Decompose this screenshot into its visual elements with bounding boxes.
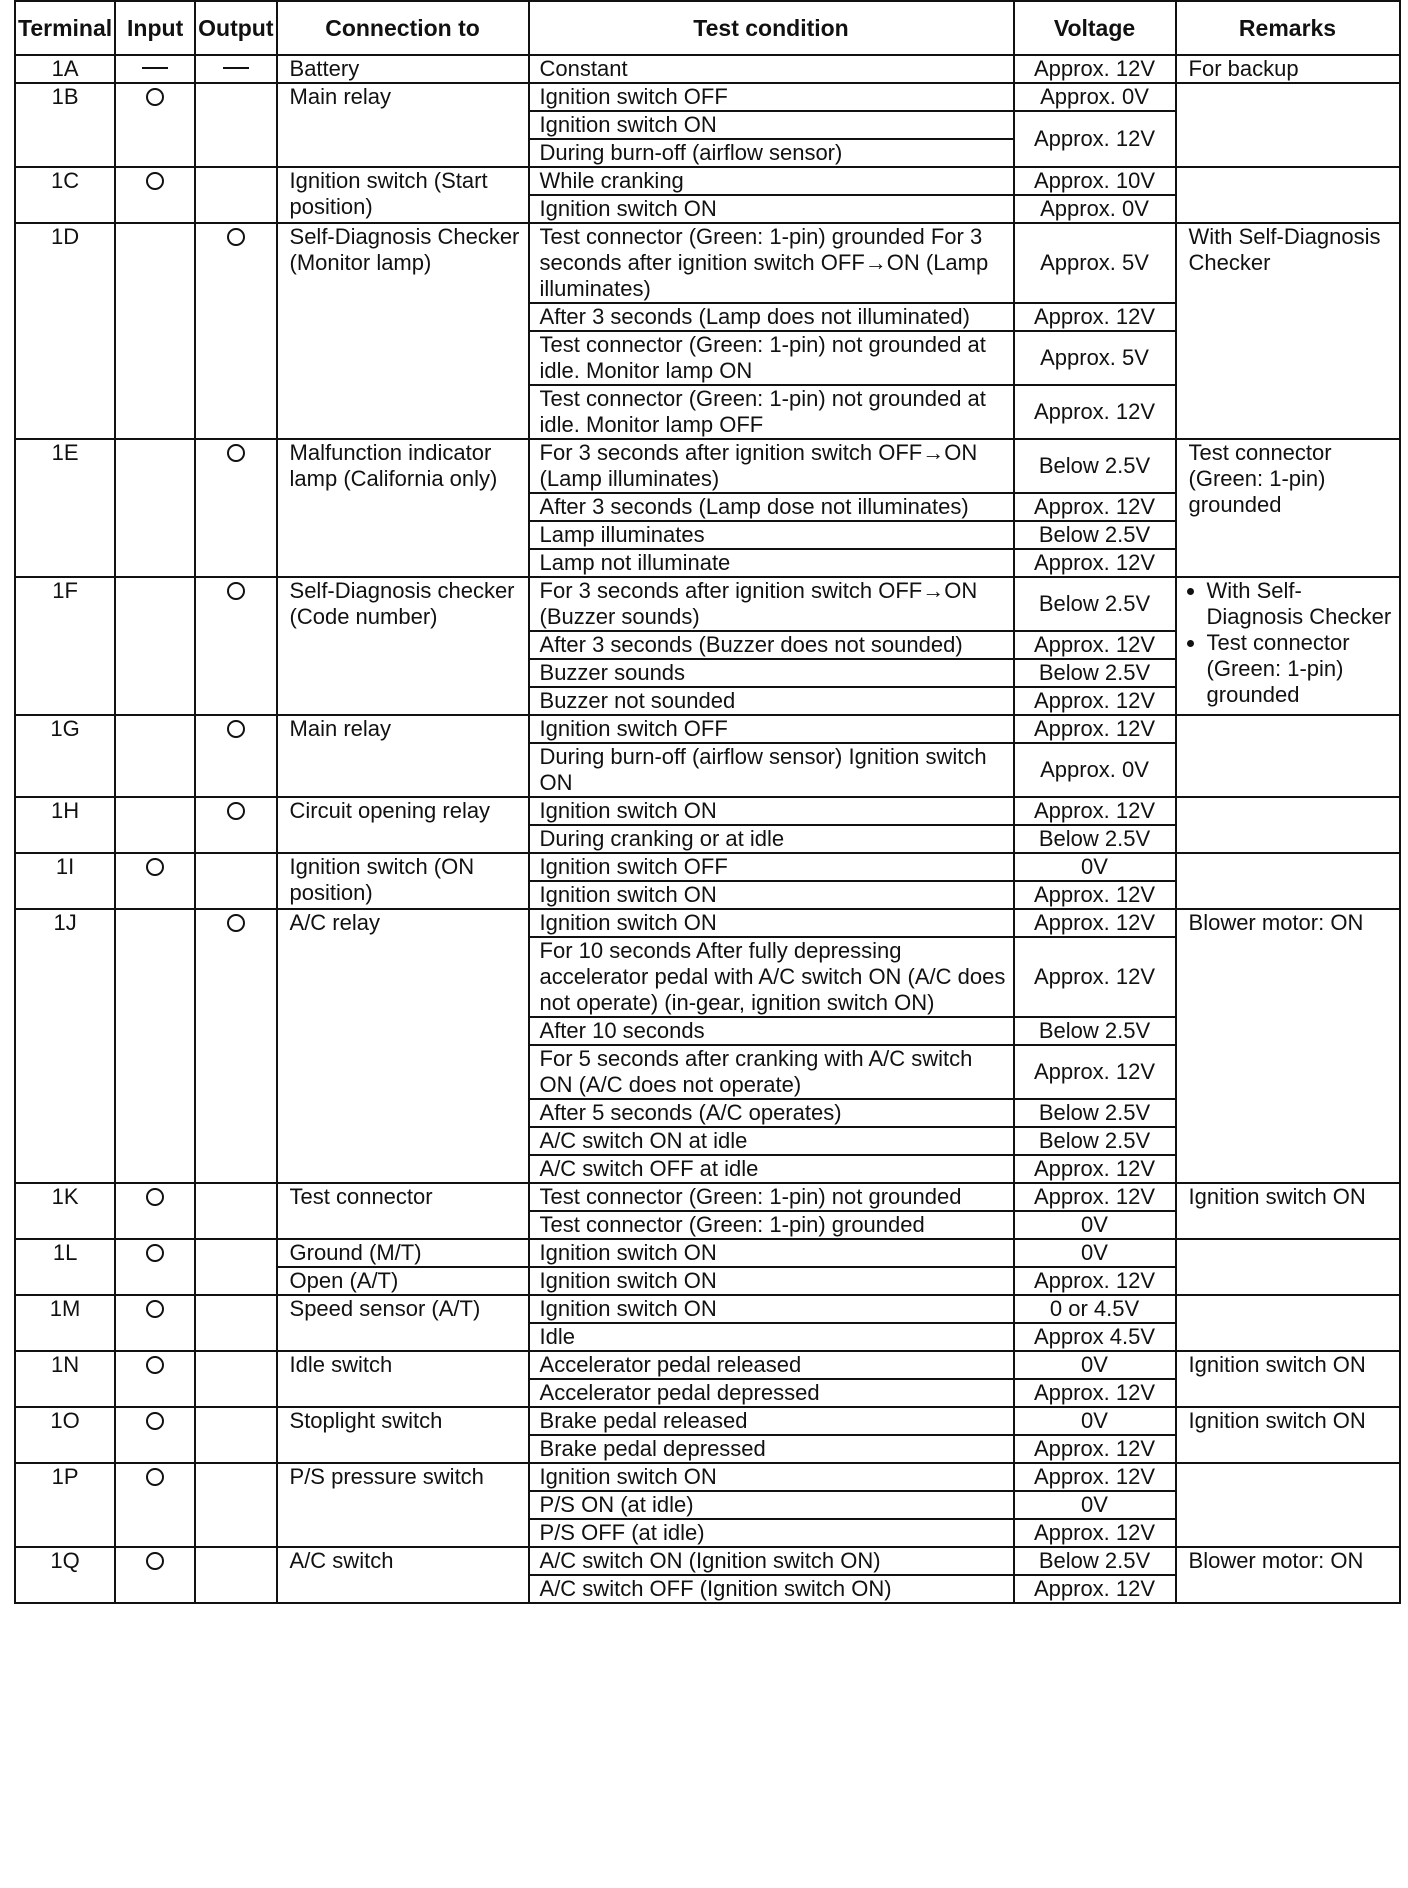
voltage-cell: Approx. 12V <box>1014 55 1176 83</box>
table-row <box>15 223 1400 303</box>
test-condition-cell: Test connector (Green: 1-pin) not grounded at idle. Monitor lamp OFF <box>529 385 1014 439</box>
test-condition-cell: Accelerator pedal released <box>529 1351 1014 1379</box>
header-connection: Connection to <box>277 1 529 55</box>
voltage-cell: Approx. 12V <box>1014 1575 1176 1603</box>
test-condition-cell: Lamp illuminates <box>529 521 1014 549</box>
table-row <box>15 55 1400 83</box>
terminal-cell: 1K <box>15 1183 115 1239</box>
connection-cell: Open (A/T) <box>277 1267 529 1295</box>
voltage-cell: Approx. 12V <box>1014 909 1176 937</box>
voltage-cell: Below 2.5V <box>1014 439 1176 493</box>
connection-cell: Malfunction indicator lamp (California only) <box>277 439 529 577</box>
output-cell <box>195 797 276 853</box>
remarks-cell: Blower motor: ON <box>1176 909 1400 1183</box>
test-condition-cell: Test connector (Green: 1-pin) grounded <box>529 1211 1014 1239</box>
terminal-cell: 1D <box>15 223 115 439</box>
remarks-cell <box>1176 577 1400 715</box>
table-row <box>15 439 1400 493</box>
test-condition-cell: Ignition switch ON <box>529 111 1014 139</box>
output-cell <box>195 439 276 577</box>
test-condition-cell: While cranking <box>529 167 1014 195</box>
voltage-cell: 0V <box>1014 1211 1176 1239</box>
remarks-cell: Ignition switch ON <box>1176 1407 1400 1463</box>
circle-mark-icon <box>227 720 245 738</box>
circle-mark-icon <box>146 1300 164 1318</box>
voltage-cell: Approx. 12V <box>1014 1045 1176 1099</box>
remarks-cell: Blower motor: ON <box>1176 1547 1400 1603</box>
circle-mark-icon <box>227 444 245 462</box>
table-row <box>15 1239 1400 1267</box>
table-row <box>15 1547 1400 1575</box>
output-cell <box>195 167 276 223</box>
remarks-list <box>1189 578 1393 708</box>
voltage-cell: Approx. 5V <box>1014 223 1176 303</box>
output-cell <box>195 223 276 439</box>
circle-mark-icon <box>146 172 164 190</box>
terminal-cell: 1N <box>15 1351 115 1407</box>
output-cell <box>195 55 276 83</box>
test-condition-cell: Ignition switch ON <box>529 195 1014 223</box>
connection-cell: Ignition switch (ON position) <box>277 853 529 909</box>
circle-mark-icon <box>146 88 164 106</box>
test-condition-cell: After 3 seconds (Lamp dose not illuminates) <box>529 493 1014 521</box>
test-condition-cell: Test connector (Green: 1-pin) not grounded <box>529 1183 1014 1211</box>
terminal-cell: 1A <box>15 55 115 83</box>
test-condition-cell: Ignition switch ON <box>529 881 1014 909</box>
input-cell <box>115 1239 195 1295</box>
voltage-cell: Approx. 12V <box>1014 111 1176 167</box>
header-output: Output <box>195 1 276 55</box>
test-condition-cell: During cranking or at idle <box>529 825 1014 853</box>
connection-cell: Circuit opening relay <box>277 797 529 853</box>
output-cell <box>195 1407 276 1463</box>
input-cell <box>115 909 195 1183</box>
circle-mark-icon <box>146 1188 164 1206</box>
test-condition-cell: Ignition switch ON <box>529 1295 1014 1323</box>
test-condition-cell: Constant <box>529 55 1014 83</box>
test-condition-cell: Test connector (Green: 1-pin) grounded For 3 seconds after ignition switch OFF→ON (Lamp illuminates) <box>529 223 1014 303</box>
table-row <box>15 1463 1400 1491</box>
header-terminal: Terminal <box>15 1 115 55</box>
voltage-cell: Approx. 12V <box>1014 797 1176 825</box>
voltage-cell: Approx. 12V <box>1014 937 1176 1017</box>
input-cell <box>115 1183 195 1239</box>
dash-mark-icon <box>223 67 249 69</box>
connection-cell: Speed sensor (A/T) <box>277 1295 529 1351</box>
connection-cell: Battery <box>277 55 529 83</box>
voltage-cell: Approx. 12V <box>1014 715 1176 743</box>
table-row <box>15 1183 1400 1211</box>
terminal-cell: 1F <box>15 577 115 715</box>
test-condition-cell: Brake pedal released <box>529 1407 1014 1435</box>
test-condition-cell: For 5 seconds after cranking with A/C switch ON (A/C does not operate) <box>529 1045 1014 1099</box>
table-row <box>15 909 1400 937</box>
header-voltage: Voltage <box>1014 1 1176 55</box>
output-cell <box>195 909 276 1183</box>
test-condition-cell: P/S ON (at idle) <box>529 1491 1014 1519</box>
voltage-cell: 0V <box>1014 1407 1176 1435</box>
voltage-cell: Approx. 12V <box>1014 1267 1176 1295</box>
voltage-cell: Approx. 12V <box>1014 493 1176 521</box>
test-condition-cell: Ignition switch ON <box>529 909 1014 937</box>
test-condition-cell: Ignition switch ON <box>529 1239 1014 1267</box>
circle-mark-icon <box>146 858 164 876</box>
terminal-cell: 1O <box>15 1407 115 1463</box>
voltage-cell: Approx. 10V <box>1014 167 1176 195</box>
voltage-cell: Below 2.5V <box>1014 521 1176 549</box>
input-cell <box>115 853 195 909</box>
connection-cell: Self-Diagnosis Checker (Monitor lamp) <box>277 223 529 439</box>
input-cell <box>115 1295 195 1351</box>
input-cell <box>115 223 195 439</box>
circle-mark-icon <box>146 1244 164 1262</box>
input-cell <box>115 1407 195 1463</box>
remarks-cell: Test connector (Green: 1-pin) grounded <box>1176 439 1400 577</box>
voltage-cell: Below 2.5V <box>1014 1099 1176 1127</box>
header-test-condition: Test condition <box>529 1 1014 55</box>
voltage-cell: 0V <box>1014 853 1176 881</box>
voltage-cell: Approx. 12V <box>1014 1155 1176 1183</box>
test-condition-cell: A/C switch OFF at idle <box>529 1155 1014 1183</box>
remarks-cell <box>1176 1295 1400 1351</box>
voltage-cell: Approx. 0V <box>1014 195 1176 223</box>
circle-mark-icon <box>146 1468 164 1486</box>
output-cell <box>195 1351 276 1407</box>
test-condition-cell: After 3 seconds (Buzzer does not sounded) <box>529 631 1014 659</box>
test-condition-cell: Accelerator pedal depressed <box>529 1379 1014 1407</box>
connection-cell: A/C relay <box>277 909 529 1183</box>
voltage-cell: Approx. 12V <box>1014 1379 1176 1407</box>
input-cell <box>115 797 195 853</box>
header-row <box>15 1 1400 55</box>
test-condition-cell: A/C switch ON at idle <box>529 1127 1014 1155</box>
remarks-list-item: • Test connector (Green: 1-pin) grounded <box>1207 630 1393 708</box>
input-cell <box>115 1351 195 1407</box>
circle-mark-icon <box>146 1552 164 1570</box>
connection-cell: Ground (M/T) <box>277 1239 529 1267</box>
voltage-cell: Approx. 12V <box>1014 687 1176 715</box>
input-cell <box>115 83 195 167</box>
circle-mark-icon <box>227 802 245 820</box>
connection-cell: A/C switch <box>277 1547 529 1603</box>
terminal-cell: 1L <box>15 1239 115 1295</box>
voltage-cell: Below 2.5V <box>1014 1547 1176 1575</box>
voltage-cell: Approx. 12V <box>1014 1183 1176 1211</box>
voltage-cell: 0V <box>1014 1239 1176 1267</box>
terminal-cell: 1Q <box>15 1547 115 1603</box>
test-condition-cell: After 3 seconds (Lamp does not illuminated) <box>529 303 1014 331</box>
table-row <box>15 853 1400 881</box>
test-condition-cell: A/C switch ON (Ignition switch ON) <box>529 1547 1014 1575</box>
test-condition-cell: Ignition switch OFF <box>529 83 1014 111</box>
output-cell <box>195 1547 276 1603</box>
input-cell <box>115 715 195 797</box>
circle-mark-icon <box>227 582 245 600</box>
connection-cell: Main relay <box>277 83 529 167</box>
input-cell <box>115 1547 195 1603</box>
table-row <box>15 797 1400 825</box>
remarks-cell <box>1176 1463 1400 1547</box>
output-cell <box>195 1183 276 1239</box>
terminal-voltage-table <box>14 0 1401 1604</box>
voltage-cell: Approx. 0V <box>1014 743 1176 797</box>
header-input: Input <box>115 1 195 55</box>
connection-cell: Idle switch <box>277 1351 529 1407</box>
output-cell <box>195 577 276 715</box>
test-condition-cell: For 10 seconds After fully depressing accelerator pedal with A/C switch ON (A/C does not operate) (in-gear, ignition switch ON) <box>529 937 1014 1017</box>
test-condition-cell: During burn-off (airflow sensor) Ignition switch ON <box>529 743 1014 797</box>
voltage-cell: Approx. 12V <box>1014 1463 1176 1491</box>
voltage-cell: 0V <box>1014 1491 1176 1519</box>
voltage-cell: Approx. 12V <box>1014 631 1176 659</box>
table-row <box>15 715 1400 743</box>
voltage-cell: Approx. 0V <box>1014 83 1176 111</box>
test-condition-cell: For 3 seconds after ignition switch OFF→ON (Buzzer sounds) <box>529 577 1014 631</box>
table-row <box>15 167 1400 195</box>
test-condition-cell: Ignition switch ON <box>529 797 1014 825</box>
connection-cell: Test connector <box>277 1183 529 1239</box>
test-condition-cell: Ignition switch ON <box>529 1267 1014 1295</box>
test-condition-cell: Ignition switch OFF <box>529 715 1014 743</box>
connection-cell: P/S pressure switch <box>277 1463 529 1547</box>
test-condition-cell: Buzzer sounds <box>529 659 1014 687</box>
terminal-cell: 1B <box>15 83 115 167</box>
connection-cell: Self-Diagnosis checker (Code number) <box>277 577 529 715</box>
output-cell <box>195 853 276 909</box>
test-condition-cell: Ignition switch OFF <box>529 853 1014 881</box>
voltage-cell: Approx 4.5V <box>1014 1323 1176 1351</box>
remarks-cell <box>1176 83 1400 167</box>
output-cell <box>195 83 276 167</box>
output-cell <box>195 1295 276 1351</box>
connection-cell: Ignition switch (Start position) <box>277 167 529 223</box>
voltage-cell: Approx. 12V <box>1014 549 1176 577</box>
table-body <box>15 55 1400 1603</box>
table-row <box>15 1407 1400 1435</box>
voltage-cell: Approx. 5V <box>1014 331 1176 385</box>
remarks-cell: Ignition switch ON <box>1176 1351 1400 1407</box>
connection-cell: Stoplight switch <box>277 1407 529 1463</box>
voltage-cell: 0 or 4.5V <box>1014 1295 1176 1323</box>
voltage-cell: 0V <box>1014 1351 1176 1379</box>
terminal-cell: 1E <box>15 439 115 577</box>
test-condition-cell: P/S OFF (at idle) <box>529 1519 1014 1547</box>
remarks-cell <box>1176 167 1400 223</box>
terminal-cell: 1P <box>15 1463 115 1547</box>
test-condition-cell: Test connector (Green: 1-pin) not grounded at idle. Monitor lamp ON <box>529 331 1014 385</box>
test-condition-cell: Brake pedal depressed <box>529 1435 1014 1463</box>
test-condition-cell: Lamp not illuminate <box>529 549 1014 577</box>
voltage-cell: Approx. 12V <box>1014 385 1176 439</box>
terminal-cell: 1G <box>15 715 115 797</box>
voltage-cell: Below 2.5V <box>1014 577 1176 631</box>
voltage-cell: Approx. 12V <box>1014 881 1176 909</box>
voltage-cell: Approx. 12V <box>1014 1519 1176 1547</box>
circle-mark-icon <box>227 228 245 246</box>
dash-mark-icon <box>142 67 168 69</box>
terminal-cell: 1I <box>15 853 115 909</box>
table-row <box>15 1295 1400 1323</box>
test-condition-cell: Ignition switch ON <box>529 1463 1014 1491</box>
terminal-cell: 1M <box>15 1295 115 1351</box>
input-cell <box>115 55 195 83</box>
test-condition-cell: After 10 seconds <box>529 1017 1014 1045</box>
terminal-cell: 1H <box>15 797 115 853</box>
test-condition-cell: Idle <box>529 1323 1014 1351</box>
remarks-cell: For backup <box>1176 55 1400 83</box>
remarks-list-item: • With Self-Diagnosis Checker <box>1207 578 1393 630</box>
test-condition-cell: After 5 seconds (A/C operates) <box>529 1099 1014 1127</box>
header-remarks: Remarks <box>1176 1 1400 55</box>
test-condition-cell: Buzzer not sounded <box>529 687 1014 715</box>
remarks-cell <box>1176 1239 1400 1295</box>
output-cell <box>195 1463 276 1547</box>
output-cell <box>195 715 276 797</box>
voltage-cell: Below 2.5V <box>1014 825 1176 853</box>
input-cell <box>115 167 195 223</box>
remarks-cell: Ignition switch ON <box>1176 1183 1400 1239</box>
connection-cell: Main relay <box>277 715 529 797</box>
input-cell <box>115 577 195 715</box>
circle-mark-icon <box>227 914 245 932</box>
remarks-cell <box>1176 797 1400 853</box>
circle-mark-icon <box>146 1412 164 1430</box>
terminal-cell: 1C <box>15 167 115 223</box>
remarks-cell <box>1176 853 1400 909</box>
test-condition-cell: For 3 seconds after ignition switch OFF→ON (Lamp illuminates) <box>529 439 1014 493</box>
circle-mark-icon <box>146 1356 164 1374</box>
input-cell <box>115 439 195 577</box>
remarks-cell: With Self-Diagnosis Checker <box>1176 223 1400 439</box>
voltage-cell: Below 2.5V <box>1014 659 1176 687</box>
test-condition-cell: A/C switch OFF (Ignition switch ON) <box>529 1575 1014 1603</box>
voltage-cell: Below 2.5V <box>1014 1127 1176 1155</box>
voltage-cell: Approx. 12V <box>1014 303 1176 331</box>
table-row <box>15 1351 1400 1379</box>
voltage-cell: Approx. 12V <box>1014 1435 1176 1463</box>
output-cell <box>195 1239 276 1295</box>
input-cell <box>115 1463 195 1547</box>
voltage-cell: Below 2.5V <box>1014 1017 1176 1045</box>
terminal-cell: 1J <box>15 909 115 1183</box>
test-condition-cell: During burn-off (airflow sensor) <box>529 139 1014 167</box>
table-row <box>15 577 1400 631</box>
table-row <box>15 83 1400 111</box>
remarks-cell <box>1176 715 1400 797</box>
